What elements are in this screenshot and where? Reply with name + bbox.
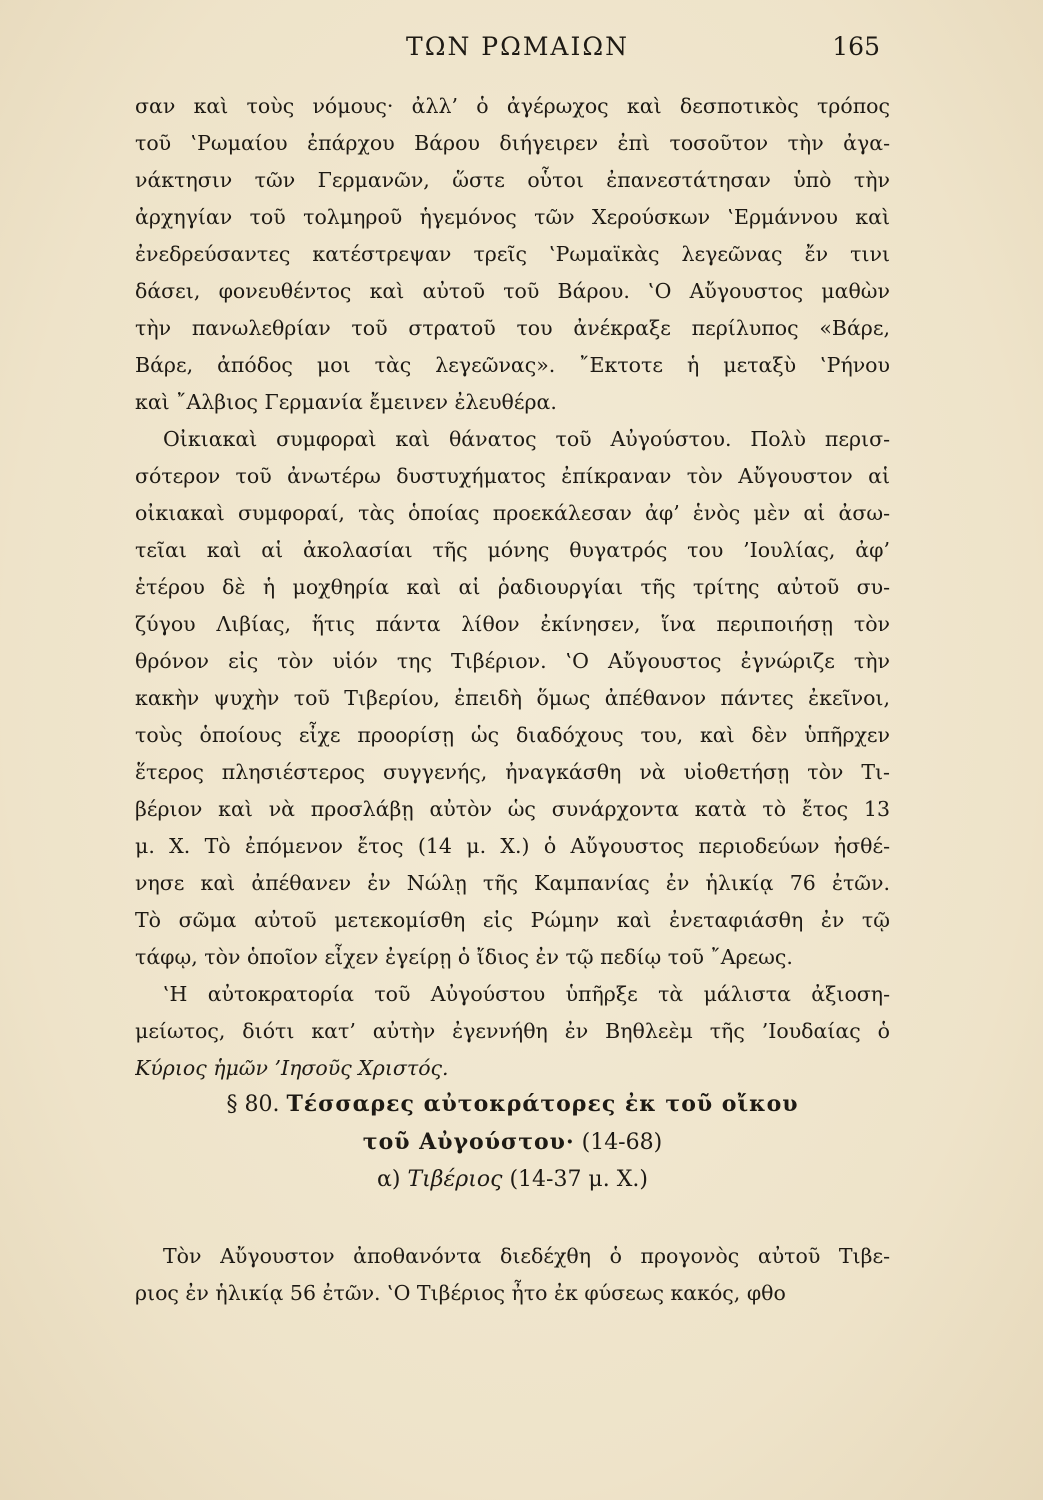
section-title: Τέσσαρες αὐτοκράτορες ἐκ τοῦ οἴκου	[286, 1091, 799, 1117]
text-line: Κύριος ἡμῶν ’Ιησοῦς Χριστός.	[135, 1056, 449, 1080]
text-line: τοῦ ‛Ρωμαίου ἐπάρχου Βάρου διήγειρεν ἐπὶ τοσοῦτον τὴν ἀγα-	[135, 131, 890, 155]
text-line: δάσει, φονευθέντος καὶ αὐτοῦ τοῦ Βάρου. ‛Ο Αὔγουστος μαθὼν	[135, 279, 890, 303]
text-line: θρόνον εἰς τὸν υἱόν της Τιβέριον. ‛Ο Αὔγουστος ἐγνώριζε τὴν	[135, 649, 890, 673]
section-dates: (14-68)	[581, 1130, 663, 1155]
text-line: ἀρχηγίαν τοῦ τολμηροῦ ἡγεμόνος τῶν Χερούσκων ‛Ερμάννου καὶ	[135, 205, 890, 229]
text-line: ἕτερος πλησιέστερος συγγενής, ἠναγκάσθη νὰ υἱοθετήσῃ τὸν Τι-	[135, 760, 890, 784]
text-line: μείωτος, διότι κατ’ αὐτὴν ἐγεννήθη ἐν Βηθλεὲμ τῆς ’Ιουδαίας ὁ	[135, 1019, 890, 1043]
subsection-name: Τιβέριος	[407, 1167, 503, 1192]
text-line: ἑτέρου δὲ ἡ μοχθηρία καὶ αἱ ῥαδιουργίαι τῆς τρίτης αὐτοῦ συ-	[135, 575, 890, 599]
text-line: νησε καὶ ἀπέθανεν ἐν Νώλῃ τῆς Καμπανίας ἐν ἡλικίᾳ 76 ἐτῶν.	[135, 871, 890, 895]
text-line: καὶ ῎Αλβιος Γερμανία ἔμεινεν ἐλευθέρα.	[135, 390, 557, 414]
text-line: μ. Χ. Τὸ ἐπόμενον ἔτος (14 μ. Χ.) ὁ Αὔγουστος περιοδεύων ἠσθέ-	[135, 834, 890, 858]
text-line: ἐνεδρεύσαντες κατέστρεψαν τρεῖς ‛Ρωμαϊκὰς λεγεῶνας ἔν τινι	[135, 242, 890, 266]
subsection-dates: (14-37 μ. Χ.)	[509, 1167, 648, 1192]
subsection-label: α)	[377, 1167, 401, 1192]
text-line: κακὴν ψυχὴν τοῦ Τιβερίου, ἐπειδὴ ὅμως ἀπέθανον πάντες ἐκεῖνοι,	[135, 686, 890, 710]
section-heading	[135, 1085, 890, 1123]
text-line: τοὺς ὁποίους εἶχε προορίσῃ ὡς διαδόχους του, καὶ δὲν ὑπῆρχεν	[135, 723, 890, 747]
text-line: νάκτησιν τῶν Γερμανῶν, ὥστε οὗτοι ἐπανεστάτησαν ὑπὸ τὴν	[135, 168, 890, 192]
text-line: Βάρε, ἀπόδος μοι τὰς λεγεῶνας». ῎Εκτοτε ἡ μεταξὺ ‛Ρήνου	[135, 353, 890, 377]
text-line: σότερον τοῦ ἀνωτέρω δυστυχήματος ἐπίκραναν τὸν Αὔγουστον αἱ	[135, 464, 890, 488]
text-line: ριος ἐν ἡλικίᾳ 56 ἐτῶν. ‛Ο Τιβέριος ἦτο ἐκ φύσεως κακός, φθο	[135, 1281, 786, 1305]
body-text	[135, 88, 890, 1087]
text-line: Τὸ σῶμα αὐτοῦ μετεκομίσθη εἰς Ρώμην καὶ ἐνεταφιάσθη ἐν τῷ	[135, 908, 890, 932]
running-title: ΤΩΝ ΡΩΜΑΙΩΝ	[406, 32, 629, 61]
page-header	[135, 24, 900, 74]
text-line: τεῖαι καὶ αἱ ἀκολασίαι τῆς μόνης θυγατρός του ’Ιουλίας, ἀφ’	[135, 538, 890, 562]
body-text-section-80	[135, 1238, 890, 1312]
text-line: βέριον καὶ νὰ προσλάβῃ αὐτὸν ὡς συνάρχοντα κατὰ τὸ ἔτος 13	[135, 797, 890, 821]
text-line: τάφῳ, τὸν ὁποῖον εἶχεν ἐγείρῃ ὁ ἴδιος ἐν τῷ πεδίῳ τοῦ ῎Αρεως.	[135, 945, 793, 969]
page-number: 165	[832, 32, 880, 61]
text-line: Οἰκιακαὶ συμφοραὶ καὶ θάνατος τοῦ Αὐγούστου. Πολὺ περισ-	[163, 427, 890, 451]
text-line: ζύγου Λιβίας, ἥτις πάντα λίθον ἐκίνησεν, ἵνα περιποιήσῃ τὸν	[135, 612, 890, 636]
section-number: § 80.	[226, 1092, 280, 1117]
text-line: τὴν πανωλεθρίαν τοῦ στρατοῦ του ἀνέκραξε περίλυπος «Βάρε,	[135, 316, 890, 340]
text-line: σαν καὶ τοὺς νόμους· ἀλλ’ ὁ ἀγέρωχος καὶ δεσποτικὸς τρόπος	[135, 94, 890, 118]
text-line: οἰκιακαὶ συμφοραί, τὰς ὁποίας προεκάλεσαν ἀφ’ ἑνὸς μὲν αἱ ἀσω-	[135, 501, 890, 525]
text-line: ‛Η αὐτοκρατορία τοῦ Αὐγούστου ὑπῆρξε τὰ μάλιστα ἀξιοση-	[163, 982, 890, 1006]
subsection-heading	[135, 1161, 890, 1199]
section-title-cont: τοῦ Αὐγούστου·	[362, 1129, 575, 1155]
text-line: Τὸν Αὔγουστον ἀποθανόντα διεδέχθη ὁ προγονὸς αὐτοῦ Τιβε-	[163, 1244, 890, 1268]
section-heading-block	[135, 1085, 890, 1199]
section-heading-line-2	[135, 1123, 890, 1161]
